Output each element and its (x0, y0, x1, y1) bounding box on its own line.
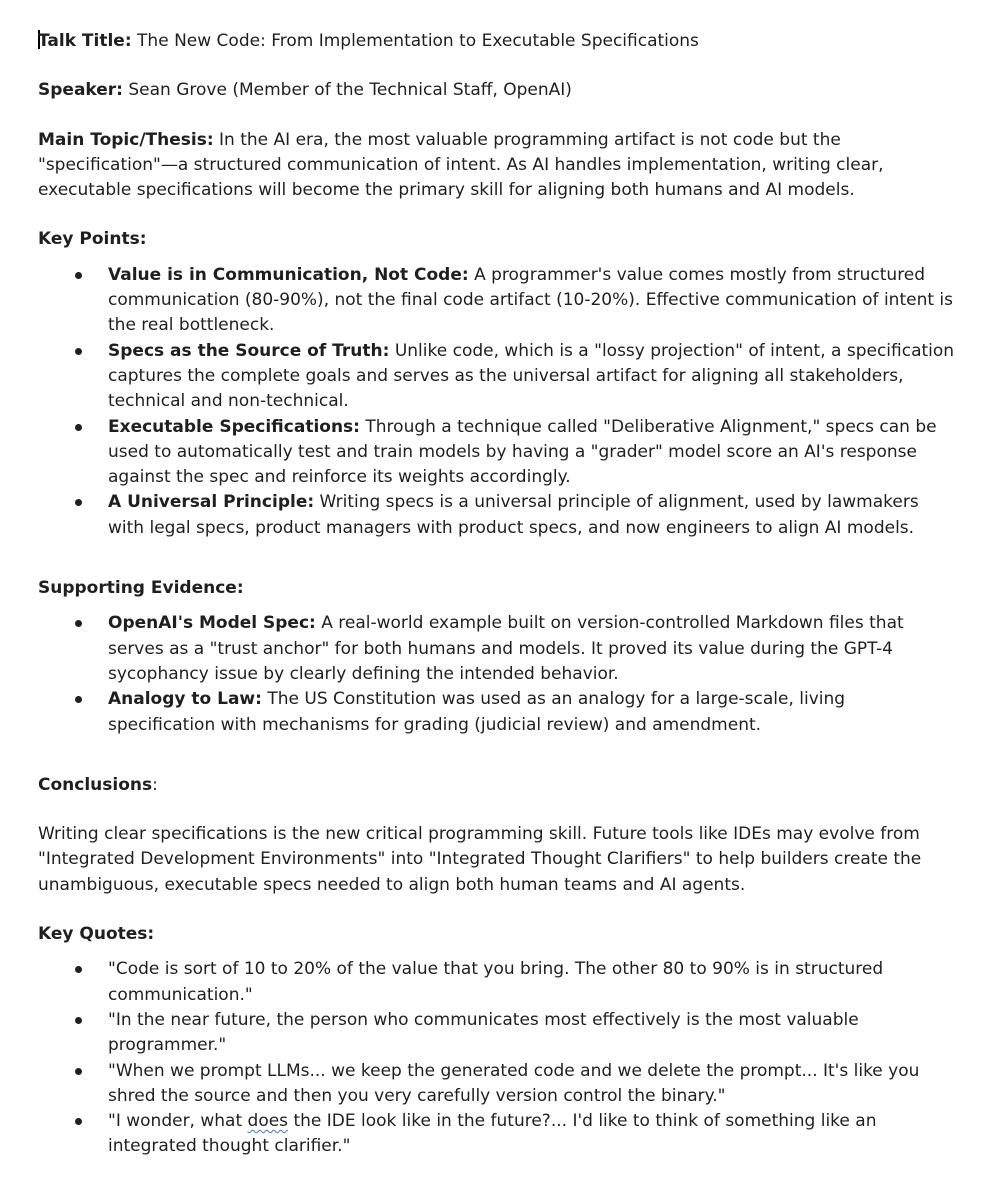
talk-title-value: The New Code: From Implementation to Executable Specifications (131, 31, 699, 51)
list-item-text: Unlike code, which is a "lossy projection" of intent, a specification captures the complete goals and serves as the universal artifact for aligning all stakeholders, technical and non-technical. (108, 340, 955, 412)
conclusions-paragraph: Writing clear specifications is the new critical programming skill. Future tools like IDEs may evolve from "Integrated Development Environments" into "Integrated Thought Clarifiers" to help builders create the unambiguous, executable specs needed to align both human teams and AI agents. (38, 824, 922, 895)
talk-title-label: Talk Title: (38, 31, 132, 51)
supporting-evidence-list (38, 611, 957, 737)
spacer (38, 541, 957, 576)
main-topic-label: Main Topic/Thesis: (38, 129, 214, 150)
list-item-label: A Universal Principle: (108, 492, 315, 513)
list-item (38, 611, 957, 687)
key-points-list (38, 263, 957, 541)
speaker-value: Sean Grove (Member of the Technical Staff, OpenAI) (122, 80, 572, 101)
list-item (38, 687, 957, 738)
list-item-text: Writing specs is a universal principle of alignment, used by lawmakers with legal specs, product managers with product specs, and now engineers to align AI models. (108, 492, 919, 538)
spacer (38, 738, 957, 773)
main-topic-paragraph (38, 128, 957, 204)
quote-text: "I wonder, what (108, 1111, 248, 1132)
list-item (38, 490, 957, 541)
list-item-text: A real-world example built on version-controlled Markdown files that serves as a "trust anchor" for both humans and models. It proved its value during the GPT-4 sycophancy issue by clearly defining the intended behavior. (108, 613, 904, 684)
key-quotes-list (38, 957, 957, 1159)
list-item-label: Analogy to Law: (108, 689, 262, 710)
quote-item: "When we prompt LLMs... we keep the generated code and we delete the prompt... It's like you shred the source and then you very carefully version control the binary." (38, 1059, 957, 1110)
key-points-heading (38, 227, 957, 252)
list-item-label: Specs as the Source of Truth: (108, 340, 390, 361)
list-item-label: Executable Specifications: (108, 416, 360, 437)
key-quotes-heading-text: Key Quotes: (38, 924, 155, 945)
quote-item (38, 1109, 957, 1160)
quote-item: "Code is sort of 10 to 20% of the value that you bring. The other 80 to 90% is in structured communication." (38, 957, 957, 1008)
quote-text: the IDE look like in the future?... I'd like to think of something like an integrated thought clarifier." (108, 1111, 877, 1157)
key-points-heading-text: Key Points: (38, 229, 147, 250)
speaker-line (38, 78, 957, 103)
conclusions-colon: : (152, 774, 158, 795)
list-item-label: OpenAI's Model Spec: (108, 613, 316, 634)
spellcheck-flagged-word[interactable]: does (247, 1111, 289, 1132)
list-item-text: The US Constitution was used as an analogy for a large-scale, living specification with mechanisms for grading (judicial review) and amendment. (108, 689, 846, 735)
conclusions-heading-text: Conclusions (38, 774, 153, 795)
list-item (38, 339, 957, 415)
supporting-evidence-heading-text: Supporting Evidence: (38, 578, 244, 599)
list-item (38, 263, 957, 339)
quote-item: "In the near future, the person who communicates most effectively is the most valuable programmer." (38, 1008, 957, 1059)
speaker-label: Speaker: (38, 80, 123, 101)
supporting-evidence-heading (38, 576, 957, 601)
talk-title-line (38, 29, 957, 54)
list-item (38, 415, 957, 491)
conclusions-heading (38, 773, 957, 798)
key-quotes-heading (38, 922, 957, 947)
list-item-text: Through a technique called "Deliberative Alignment," specs can be used to automatically test and train models by having a "grader" model score an AI's response against the spec and reinforce its weights accordingly. (108, 416, 937, 488)
list-item-label: Value is in Communication, Not Code: (108, 264, 469, 285)
main-topic-text: In the AI era, the most valuable programming artifact is not code but the "specification"—a structured communication of intent. As AI handles implementation, writing clear, executable specifications will become the primary skill for aligning both humans and AI models. (38, 129, 884, 201)
list-item-text: A programmer's value comes mostly from structured communication (80-90%), not the final code artifact (10-20%). Effective communication of intent is the real bottleneck. (108, 264, 953, 336)
